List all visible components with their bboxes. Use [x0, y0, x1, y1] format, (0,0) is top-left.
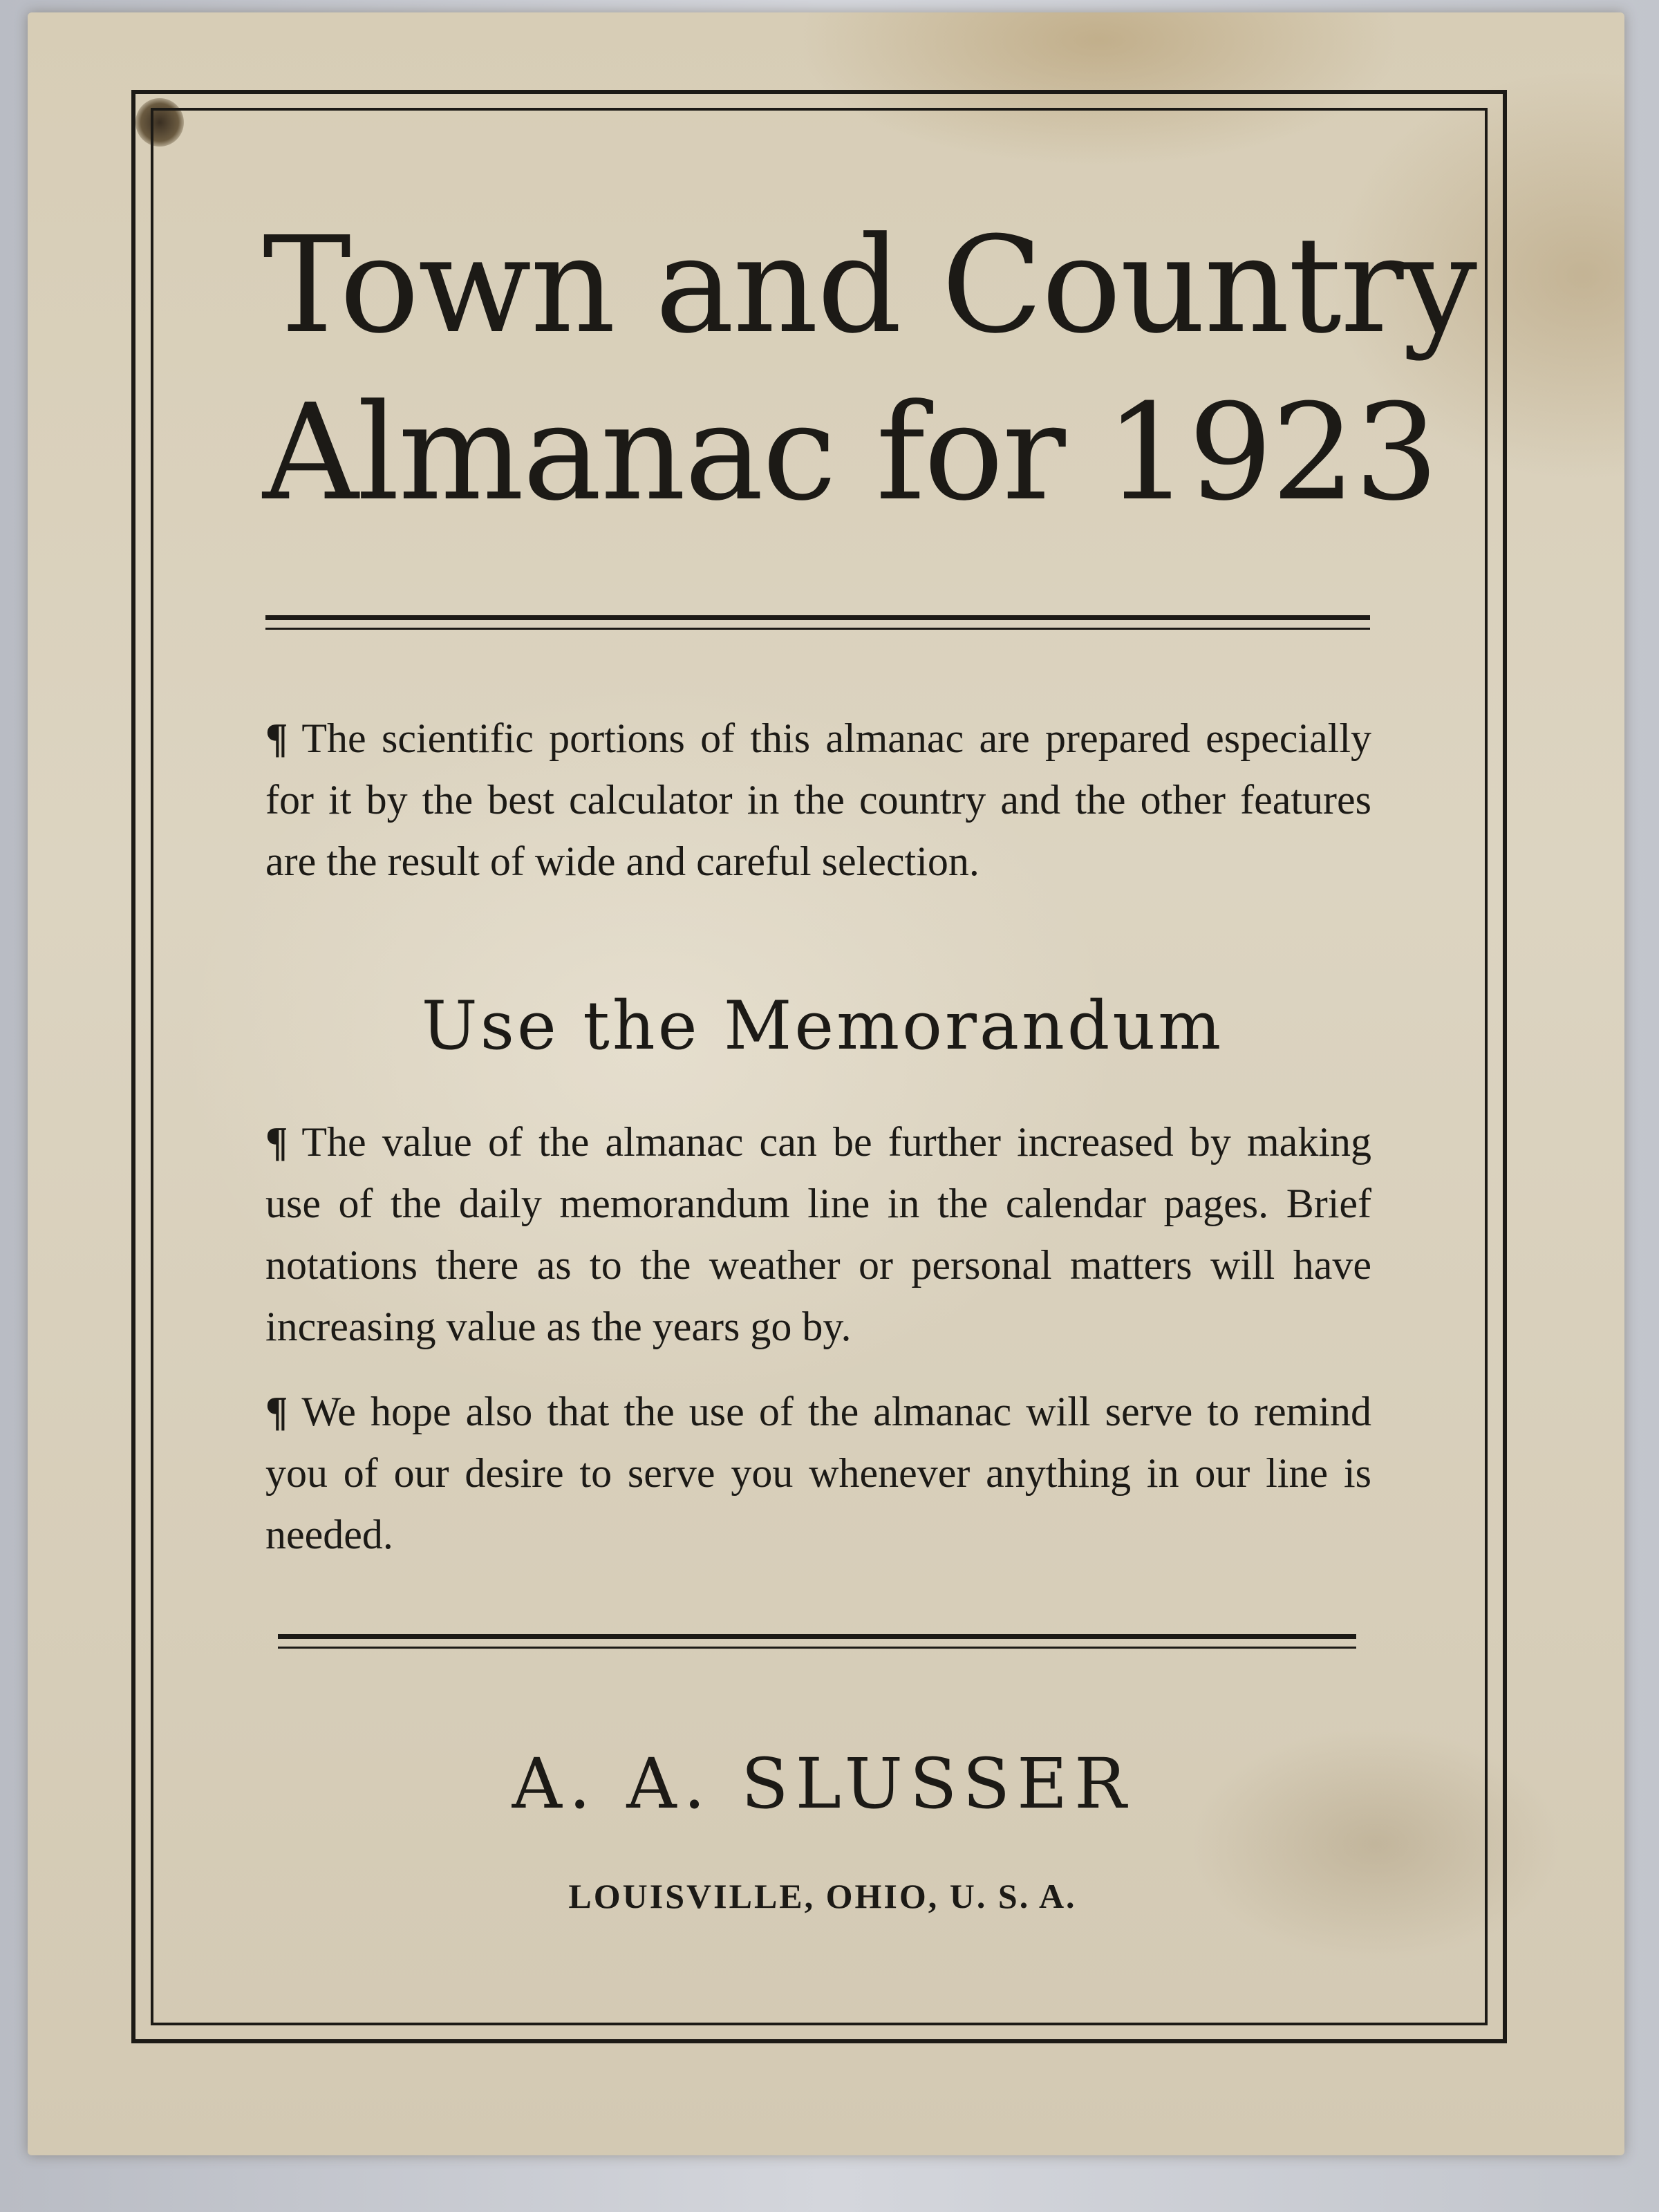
subheading-use-memorandum: Use the Memorandum	[421, 987, 1224, 1065]
title-line-2: Almanac for 1923	[263, 376, 1438, 530]
title-line-1: Town and Country	[263, 209, 1477, 363]
publisher-location: LOUISVILLE, OHIO, U. S. A.	[568, 1877, 1077, 1915]
top-rule-thick	[265, 615, 1370, 620]
pilcrow-icon: ¶	[265, 1119, 288, 1165]
bottom-rule-thin	[278, 1647, 1356, 1649]
top-rule-thin	[265, 628, 1370, 630]
paragraph-memorandum-value	[265, 1112, 1371, 1358]
pilcrow-icon: ¶	[265, 715, 288, 761]
bottom-rule-thick	[278, 1634, 1356, 1639]
pilcrow-icon: ¶	[265, 1389, 288, 1434]
paragraph-3-text: We hope also that the use of the almanac will serve to remind you of our desire to serve you whenever anything in our line is needed.	[265, 1389, 1371, 1557]
paragraph-desire-to-serve	[265, 1381, 1371, 1566]
paragraph-1-text: The scientific portions of this almanac are prepared especially for it by the best calculator in the country and the other features are the result of wide and careful selection.	[265, 715, 1371, 884]
publisher-name: A. A. SLUSSER	[512, 1743, 1134, 1824]
paragraph-2-text: The value of the almanac can be further increased by making use of the daily memorandum line in the calendar pages. Brief notations there as to the weather or personal matters will have increasing value as the years go by.	[265, 1119, 1371, 1349]
paragraph-scientific-portions	[265, 708, 1371, 892]
